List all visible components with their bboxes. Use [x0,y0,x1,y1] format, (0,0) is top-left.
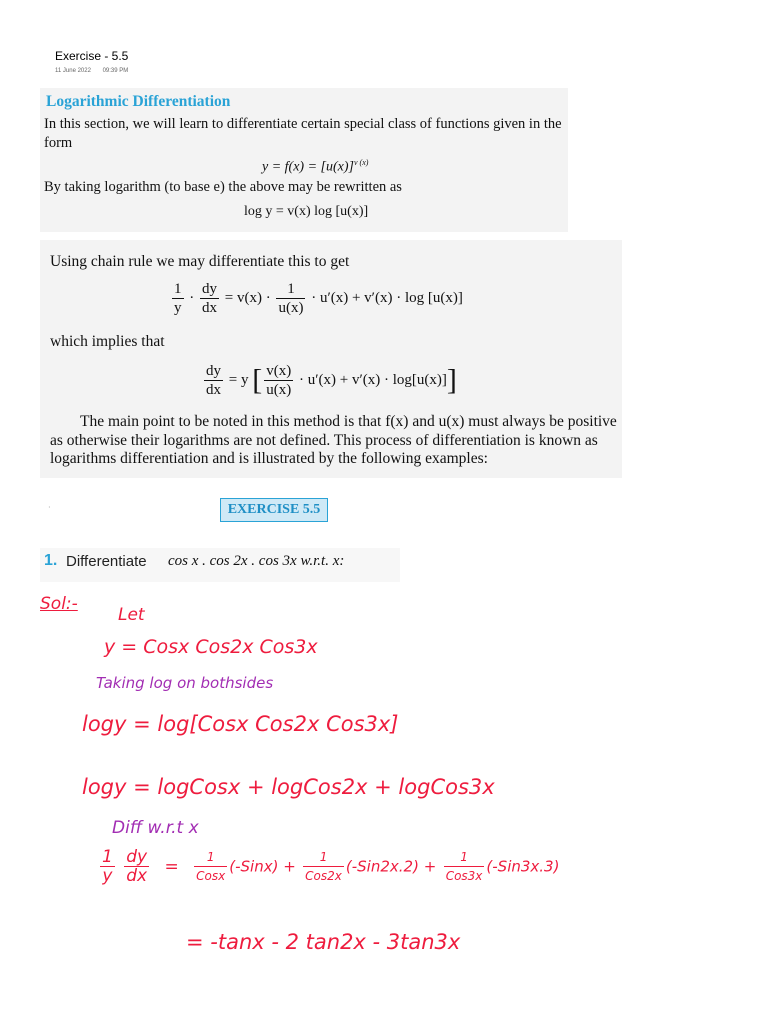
numerator: v(x) [266,363,292,379]
denominator: dx [206,382,221,398]
equation-y-fx [262,158,368,176]
denominator: dx [126,866,148,886]
eq-text: y = f(x) = [u(x)] [262,159,354,175]
note-timestamp [55,68,138,74]
left-bracket: [ [252,363,263,397]
denominator: Cos3x [445,869,483,883]
term-one: (-Sinx) + [229,857,296,876]
equation-tail: · u′(x) + v′(x) · log[u(x)] [298,371,447,388]
fraction [200,280,219,317]
equation-dy-dx [202,362,457,399]
chain-rule-paragraph: Using chain rule we may differentiate this to get [50,253,350,270]
solution-line-y: y = Cosx Cos2x Cos3x [104,636,318,658]
denominator: u(x) [278,300,304,316]
numerator: 1 [303,848,344,867]
fraction [194,848,227,885]
solution-taking-log: Taking log on bothsides [96,674,274,692]
note-time: 09:39 PM [102,68,129,74]
term-two: (-Sin2x.2) + [345,857,437,876]
solution-derivative-line [98,848,559,885]
implies-paragraph: which implies that [50,333,165,350]
solution-line-log-product: logy = log[Cosx Cos2x Cos3x] [82,712,399,736]
equation-equals: = y [228,371,249,388]
question-text: Differentiate [66,553,147,570]
solution-line-log-sum: logy = logCosx + logCos2x + logCos3x [82,775,495,799]
denominator: y [174,300,182,316]
numerator: 1 [102,847,113,867]
numerator: 1 [194,848,227,867]
fraction [124,848,149,885]
section-heading: Logarithmic Differentiation [46,93,231,110]
eq-superscript: v (x) [353,158,369,167]
numerator: dy [206,363,221,379]
denominator: y [102,866,113,886]
equation-log-y: log y = v(x) log [u(x)] [244,204,369,219]
denominator: Cosx [196,869,226,883]
numerator: dy [202,281,217,297]
fraction [100,848,115,885]
equation-chain-rule [170,280,463,317]
page-title: Exercise - 5.5 [55,49,129,63]
right-bracket: ] [446,363,457,397]
equation-tail: · u′(x) + v′(x) · log [u(x)] [311,289,463,306]
solution-result: = -tanx - 2 tan2x - 3tan3x [186,930,461,954]
exercise-badge: EXERCISE 5.5 [220,498,328,522]
fraction [444,848,485,885]
solution-diff-label: Diff w.r.t x [112,818,199,838]
fraction [276,280,305,317]
log-paragraph: By taking logarithm (to base e) the above may be rewritten as [44,179,402,195]
fraction [264,362,293,399]
denominator: dx [202,300,217,316]
stray-dot: · [48,503,51,512]
solution-let: Let [118,605,145,625]
question-number: 1. [44,552,58,569]
numerator: 1 [444,848,485,867]
operator: · [189,289,195,306]
equals-sign: = [164,856,179,877]
numerator: 1 [174,281,182,297]
numerator: dy [126,847,148,867]
term-three: (-Sin3x.3) [486,857,560,876]
solution-label: Sol:- [40,594,78,614]
note-date: 11 June 2022 [55,68,91,74]
denominator: Cos2x [305,869,342,883]
intro-paragraph: In this section, we will learn to differentiate certain special class of functions given in the form [44,116,562,151]
fraction [172,280,184,317]
question-expression: cos x . cos 2x . cos 3x w.r.t. x: [168,553,345,569]
numerator: 1 [276,280,305,299]
main-point-paragraph: The main point to be noted in this method is that f(x) and u(x) must always be positive as otherwise their logarithms are not defined. This process of differentiation is known as logarithms differentiation and is illustrated by the following examples: [50,413,617,467]
equation-middle: = v(x) · [224,289,271,306]
denominator: u(x) [266,382,292,398]
fraction [204,362,223,399]
fraction [303,848,344,885]
